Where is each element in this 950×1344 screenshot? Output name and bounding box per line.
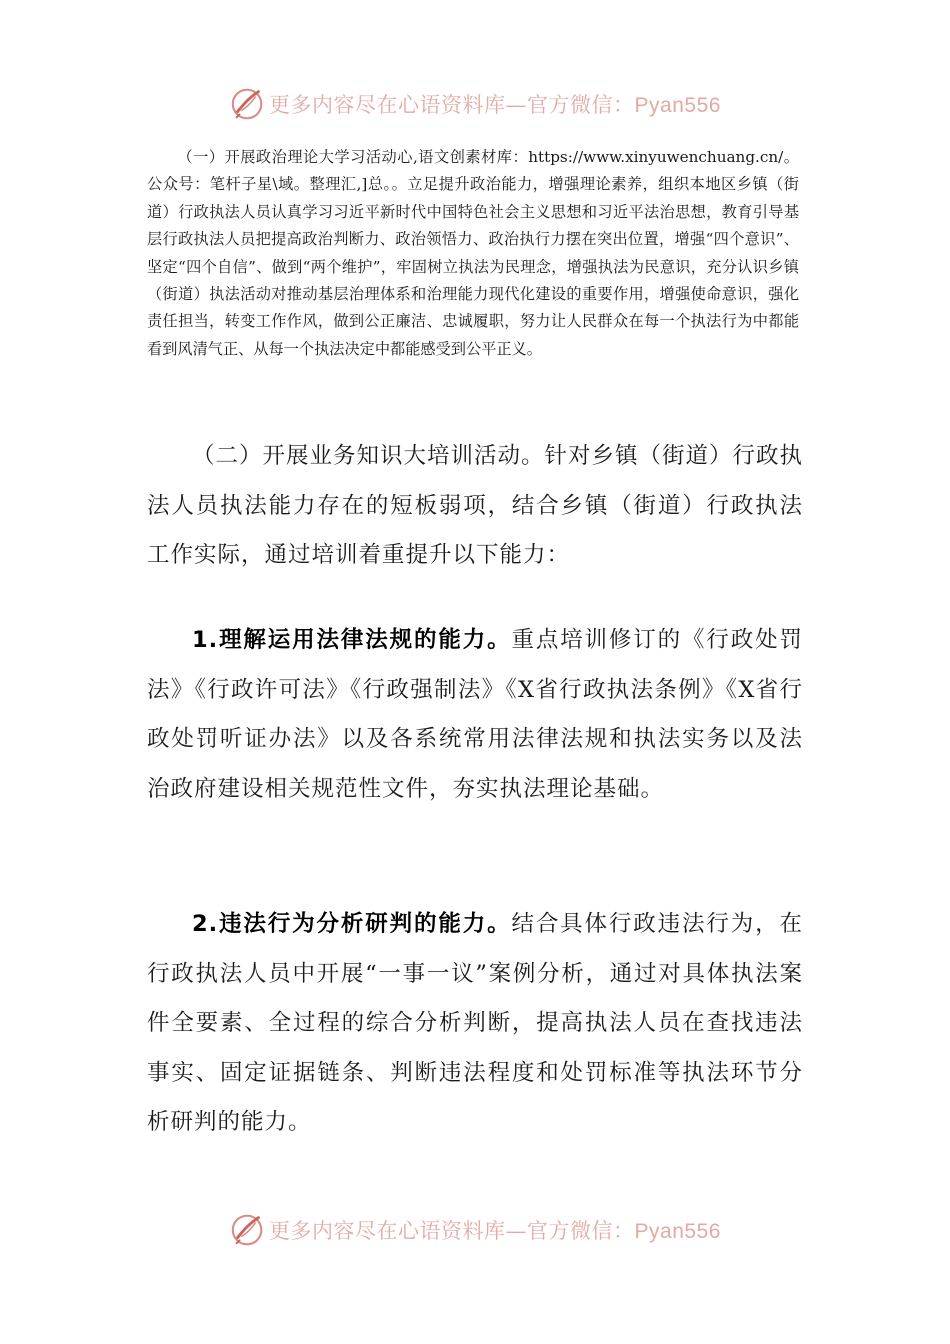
law-ability-body: 重点培训修订的《行政处罚法》《行政许可法》《行政强制法》《X省行政执法条例》《X省行政处罚听证办法》以及各系统常用法律法规和执法实务以及法治政府建设相关规范性文件，夯实执法理论基础。 [147,627,803,802]
paragraph-political-theory: （一）开展政治理论大学习活动心,语文创素材库：https://www.xinyuwenchuang.cn/。公众号：笔杆子星\域。整理汇,]总。。立足提升政治能力，增强理论素养，组织本地区乡镇（街道）行政执法人员认真学习习近平新时代中国特色社会主义思想和习近平法治思想，教育引导基层行政执法人员把提高政治判断力、政治领悟力、政治执行力摆在突出位置，增强“四个意识”、坚定“四个自信”、做到“两个维护”，牢固树立执法为民理念，增强执法为民意识，充分认识乡镇（街道）执法活动对推动基层治理体系和治理能力现代化建设的重要作用，增强使命意识，强化责任担当，转变工作作风，做到公正廉洁、忠诚履职，努力让人民群众在每一个执法行为中都能看到风清气正、从每一个执法决定中都能感受到公平正义。 [147,148,799,358]
analysis-ability-body: 结合具体行政违法行为，在行政执法人员中开展“一事一议”案例分析，通过对具体执法案件全要素、全过程的综合分析判断，提高执法人员在查找违法事实、固定证据链条、判断违法程度和处罚标准等执法环节分析研判的能力。 [147,911,803,1135]
paragraph-business-training: （二）开展业务知识大培训活动。针对乡镇（街道）行政执法人员执法能力存在的短板弱项，结合乡镇（街道）行政执法工作实际，通过培训着重提升以下能力： [147,443,804,568]
watermark-text: 更多内容尽在心语资料库—官方微信：Pyan556 [269,93,721,117]
law-ability-heading: 1.理解运用法律法规的能力。 [192,627,512,653]
paragraph-analysis-ability [147,900,803,1148]
header-watermark [0,84,950,124]
wechat-id: Pyan556 [634,94,721,117]
analysis-ability-heading: 2.违法行为分析研判的能力。 [192,911,512,937]
watermark-text: 更多内容尽在心语资料库—官方微信：Pyan556 [269,1219,721,1243]
paragraph-law-ability [147,616,803,814]
pen-logo-icon [229,1211,267,1249]
wechat-id: Pyan556 [634,1220,721,1243]
pen-logo-icon [229,85,267,123]
footer-watermark [0,1210,950,1250]
